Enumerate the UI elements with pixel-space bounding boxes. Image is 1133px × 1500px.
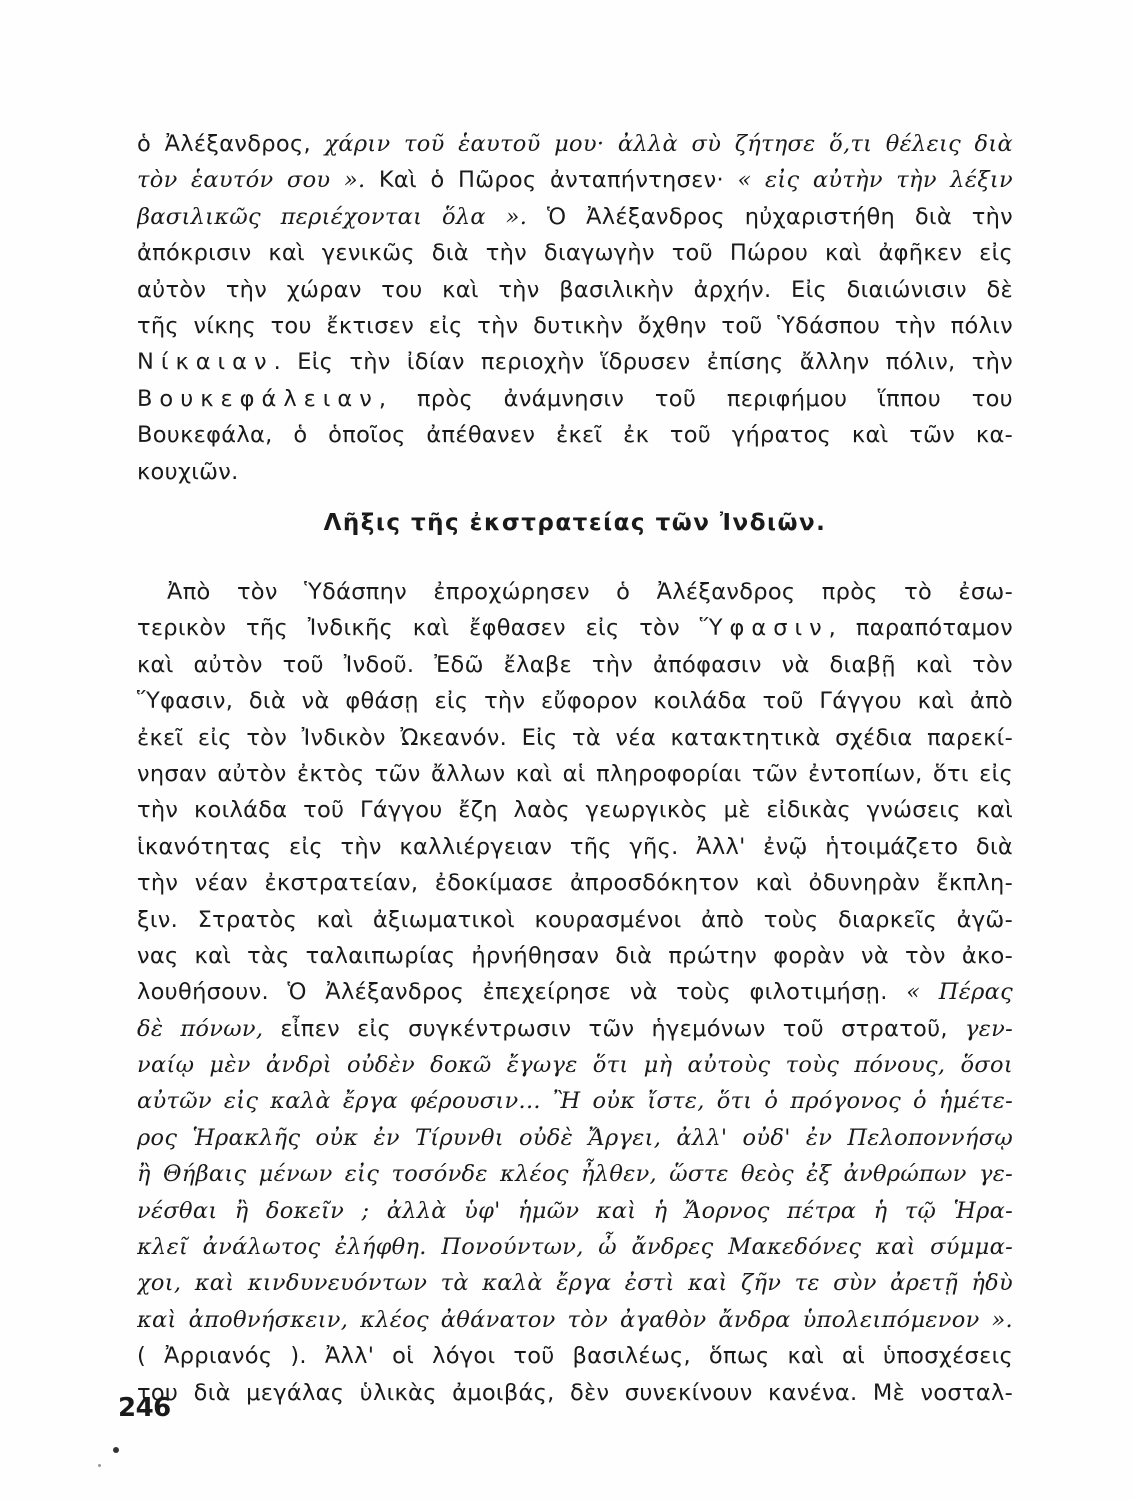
text-run: ξιν. Στρατὸς καὶ ἀξιωματικοὶ κουρασμένοι ἀπὸ τοὺς διαρκεῖς ἀγῶ- [137,906,1013,933]
text-run: τῆς νίκης του ἔκτισεν εἰς τὴν δυτικὴν ὄχθην τοῦ Ὑδάσπου τὴν πόλιν [137,312,1013,339]
text-run: νέσθαι ἢ δοκεῖν ; ἀλλὰ ὑφ' ἡμῶν καὶ ἡ Ἄορνος πέτρα ἡ τῷ Ἡρα- [137,1197,1013,1224]
text-line [137,272,1013,308]
text-run: ἱκανότητας εἰς τὴν καλλιέργειαν τῆς γῆς. Ἀλλ' ἐνῷ ἡτοιμάζετο διὰ [137,833,1013,860]
text-line [137,1338,1013,1374]
text-run: αὐτὸν τὴν χώραν του καὶ τὴν βασιλικὴν ἀρχήν. Εἰς διαιώνισιν δὲ [137,276,1013,303]
text-run: , πρὸς ἀνάμνησιν τοῦ περιφήμου ἵππου του [378,385,1013,412]
text-run: Νίκαιαν [137,349,274,376]
text-line [137,199,1013,235]
text-run: νησαν αὐτὸν ἐκτὸς τῶν ἄλλων καὶ αἱ πληροφορίαι τῶν ἐντοπίων, ὅτι εἰς [137,760,1013,787]
text-line [137,610,1013,646]
ink-speck [98,1464,101,1467]
paragraph-1 [137,126,1013,490]
text-line [137,1156,1013,1192]
text-line [137,1083,1013,1119]
text-run: καὶ ἀποθνήσκειν, κλέος ἀθάνατον τὸν ἀγαθὸν ἄνδρα ὑπολειπόμενον ». [137,1306,1013,1333]
text-run: Ὁ Ἀλέξανδρος ηὐχαριστήθη διὰ τὴν [527,203,1013,230]
text-run: Ὕφασιν [699,615,829,642]
text-run: ἢ Θήβαις μένων εἰς τοσόνδε κλέος ἦλθεν, ὥστε θεὸς ἐξ ἀνθρώπων γε- [137,1161,1013,1188]
text-line [137,720,1013,756]
text-line [137,1011,1013,1047]
text-run: του διὰ μεγάλας ὑλικὰς ἀμοιβάς, δὲν συνεκίνουν κανένα. Μὲ νοσταλ- [137,1379,1013,1406]
text-run: ρος Ἡρακλῆς οὐκ ἐν Τίρυνθι οὐδὲ Ἄργει, ἀλλ' οὐδ' ἐν Πελοποννήσῳ [137,1124,1013,1151]
text-run: . Εἰς τὴν ἰδίαν περιοχὴν ἵδρυσεν ἐπίσης ἄλλην πόλιν, τὴν [273,349,1013,376]
text-line [137,344,1013,380]
text-run: βασιλικῶς περιέχονται ὅλα ». [137,203,528,230]
text-run: λουθήσουν. Ὁ Ἀλέξανδρος ἐπεχείρησε νὰ τοὺς φιλοτιμήσῃ. [137,979,907,1006]
paragraph-2 [137,574,1013,1411]
section-heading: Λῆξις τῆς ἐκστρατείας τῶν Ἰνδιῶν. [323,510,827,536]
text-line [137,308,1013,344]
text-line [137,454,1013,490]
text-run: ἐκεῖ εἰς τὸν Ἰνδικὸν Ὠκεανόν. Εἰς τὰ νέα κατακτητικὰ σχέδια παρεκί- [137,724,1013,751]
text-line [137,902,1013,938]
text-line [137,792,1013,828]
text-line [137,1193,1013,1229]
text-line [137,574,1013,610]
text-line [137,938,1013,974]
text-line [137,417,1013,453]
text-run: « Πέρας [906,979,1013,1006]
text-line [137,683,1013,719]
text-line [137,126,1013,162]
text-run: Βουκεφάλα, ὁ ὁποῖος ἀπέθανεν ἐκεῖ ἐκ τοῦ γήρατος καὶ τῶν κα- [137,422,1013,449]
page-number: 246 [118,1393,171,1423]
text-run: δὲ πόνων, [137,1015,264,1042]
text-run: ἀπόκρισιν καὶ γενικῶς διὰ τὴν διαγωγὴν τοῦ Πώρου καὶ ἀφῆκεν εἰς [137,240,1013,267]
text-line [137,1375,1013,1411]
text-run: Βουκεφάλειαν [137,385,379,412]
text-run: ὁ Ἀλέξανδρος, [137,131,325,157]
text-line [137,974,1013,1010]
text-run: αὐτῶν εἰς καλὰ ἔργα φέρουσιν... Ἢ οὐκ ἴστε, ὅτι ὁ πρόγονος ὁ ἡμέτε- [137,1088,1013,1115]
text-run: νας καὶ τὰς ταλαιπωρίας ἠρνήθησαν διὰ πρώτην φορὰν νὰ τὸν ἀκο- [137,942,1013,969]
text-line [137,1229,1013,1265]
text-run: χάριν τοῦ ἑαυτοῦ μου· ἀλλὰ σὺ ζήτησε ὅ,τι θέλεις διὰ [324,131,1013,157]
text-line [137,1302,1013,1338]
text-line [137,647,1013,683]
text-run: κουχιῶν. [137,458,239,485]
text-line [137,829,1013,865]
text-line [137,1120,1013,1156]
text-run: τὸν ἑαυτόν σου ». [137,167,366,194]
text-run: τὴν κοιλάδα τοῦ Γάγγου ἔζη λαὸς γεωργικὸς μὲ εἰδικὰς γνώσεις καὶ [137,797,1013,824]
text-run: καὶ αὐτὸν τοῦ Ἰνδοῦ. Ἐδῶ ἔλαβε τὴν ἀπόφασιν νὰ διαβῇ καὶ τὸν [137,651,1013,678]
text-line [137,1047,1013,1083]
text-line [137,235,1013,271]
text-run: κλεῖ ἀνάλωτος ἐλήφθη. Πονούντων, ὦ ἄνδρες Μακεδόνες καὶ σύμμα- [137,1234,1013,1261]
text-line [137,756,1013,792]
ink-speck [113,1447,119,1453]
text-run: γεν- [964,1015,1013,1042]
text-run: χοι, καὶ κινδυνευόντων τὰ καλὰ ἔργα ἐστὶ καὶ ζῆν τε σὺν ἀρετῇ ἡδὺ [137,1270,1013,1297]
text-run: Ὕφασιν, διὰ νὰ φθάσῃ εἰς τὴν εὔφορον κοιλάδα τοῦ Γάγγου καὶ ἀπὸ [137,688,1013,715]
text-run: εἶπεν εἰς συγκέντρωσιν τῶν ἡγεμόνων τοῦ στρατοῦ, [263,1015,965,1042]
text-run: τερικὸν τῆς Ἰνδικῆς καὶ ἔφθασεν εἰς τὸν [137,615,700,642]
text-line [137,162,1013,198]
text-line [137,1265,1013,1301]
text-run: , παραπόταμον [828,615,1013,642]
text-line [137,381,1013,417]
text-run: ( Ἀρριανός ). Ἀλλ' οἱ λόγοι τοῦ βασιλέως, ὅπως καὶ αἱ ὑποσχέσεις [137,1343,1013,1370]
text-line [137,865,1013,901]
text-run: τὴν νέαν ἐκστρατείαν, ἐδοκίμασε ἀπροσδόκητον καὶ ὀδυνηρὰν ἔκπλη- [137,870,1013,897]
text-run: Καὶ ὁ Πῶρος ἀνταπήντησεν· [365,167,738,194]
text-run: Ἀπὸ τὸν Ὑδάσπην ἐπροχώρησεν ὁ Ἀλέξανδρος πρὸς τὸ ἐσω- [167,579,1013,605]
text-run: « εἰς αὐτὴν τὴν λέξιν [737,167,1013,194]
text-run: ναίῳ μὲν ἀνδρὶ οὐδὲν δοκῶ ἔγωγε ὅτι μὴ αὐτοὺς τοὺς πόνους, ὅσοι [137,1052,1013,1079]
